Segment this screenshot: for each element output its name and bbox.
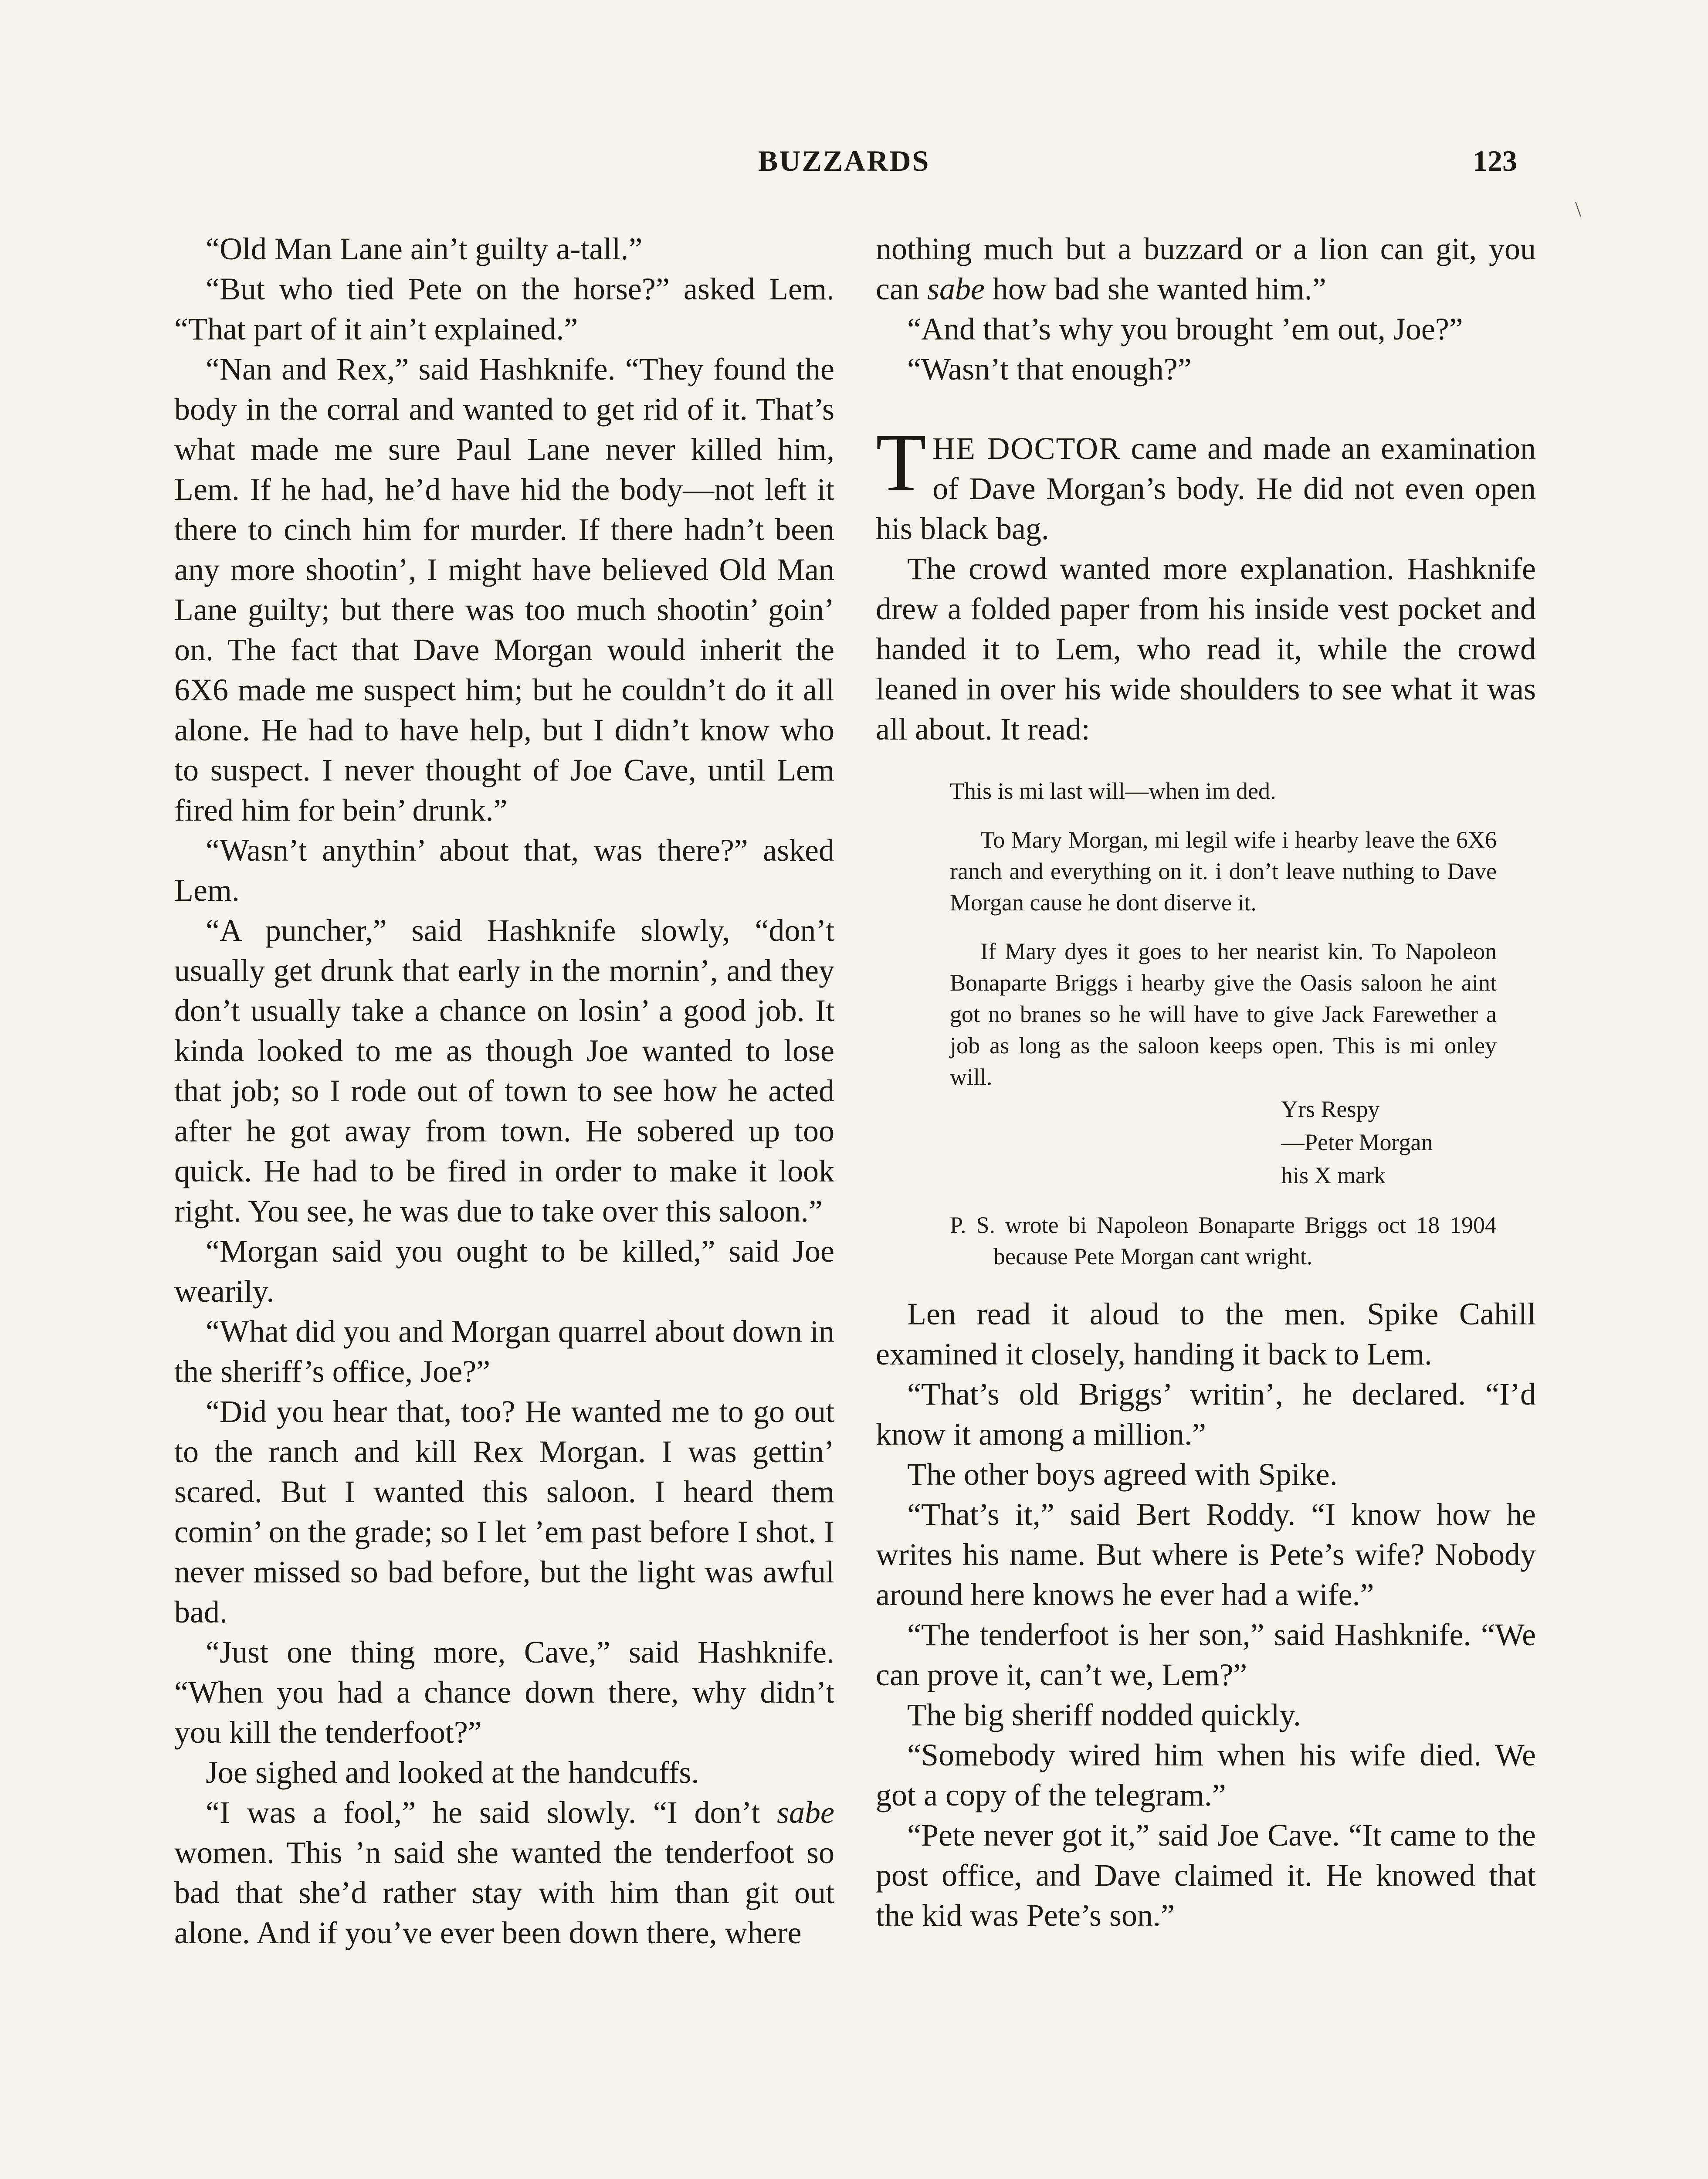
- letter-opening: This is mi last will—when im ded.: [950, 778, 1276, 804]
- right-column: [876, 229, 1536, 1935]
- paragraph: “Old Man Lane ain’t guilty a-tall.”: [206, 231, 643, 266]
- section-opening: [876, 417, 1536, 549]
- letter-paragraph: To Mary Morgan, mi legil wife i hearby leave the 6X6 ranch and everything on it. i don’t leave nuthing to Dave Morgan cause he dont diserve it.: [950, 827, 1497, 916]
- paragraph: [174, 1792, 834, 1953]
- paragraph: “But who tied Pete on the horse?” asked Lem. “That part of it ain’t explained.”: [174, 272, 834, 346]
- page-number: 123: [1473, 144, 1517, 177]
- letter-mark: his X mark: [1281, 1162, 1386, 1188]
- paragraph: “Wasn’t anythin’ about that, was there?” asked Lem.: [174, 833, 834, 908]
- small-caps-lead: HE DOCTOR: [932, 431, 1121, 466]
- stray-mark: \: [1575, 197, 1581, 221]
- letter-postscript: P. S. wrote bi Napoleon Bonaparte Briggs oct 18 1904 because Pete Morgan cant wright.: [950, 1212, 1497, 1269]
- paragraph: “Somebody wired him when his wife died. We got a copy of the telegram.”: [876, 1738, 1536, 1812]
- paragraph: “Morgan said you ought to be killed,” said Joe wearily.: [174, 1234, 834, 1309]
- paragraph: “What did you and Morgan quarrel about down in the sheriff’s office, Joe?”: [174, 1314, 834, 1389]
- paragraph: “Wasn’t that enough?”: [907, 352, 1192, 387]
- drop-cap: T: [876, 417, 927, 509]
- text-run: how bad she wanted him.”: [984, 272, 1326, 306]
- paragraph: “Nan and Rex,” said Hashknife. “They found the body in the corral and wanted to get rid of it. That’s what made me sure Paul Lane never killed him, Lem. If he had, he’d have hid the body—not left it there to cinch him for murder. If there hadn’t been any more shootin’, I might have believed Old Man Lane guilty; but there was too much shootin’ goin’ on. The fact that Dave Morgan would inherit the 6X6 made me suspect him; but he couldn’t do it all alone. He had to have help, but I didn’t know who to suspect. I never thought of Joe Cave, until Lem fired him for bein’ drunk.”: [174, 352, 834, 828]
- paragraph: “And that’s why you brought ’em out, Joe?”: [907, 312, 1463, 346]
- italic-word: sabe: [927, 272, 985, 306]
- paragraph: Len read it aloud to the men. Spike Cahill examined it closely, handing it back to Lem.: [876, 1297, 1536, 1371]
- paragraph: “That’s old Briggs’ writin’, he declared. “I’d know it among a million.”: [876, 1377, 1536, 1452]
- left-column: [174, 229, 834, 1953]
- paragraph: “Did you hear that, too? He wanted me to go out to the ranch and kill Rex Morgan. I was gettin’ scared. But I wanted this saloon. I heard them comin’ on the grade; so I let ’em past before I shot. I never missed so bad before, but the light was awful bad.: [174, 1394, 834, 1629]
- letter-paragraph: If Mary dyes it goes to her nearist kin. To Napoleon Bonaparte Briggs i hearby give the Oasis saloon he aint got no branes so he will have to give Jack Farewether a job as long as the saloon keeps open. This is mi onley will.: [950, 938, 1497, 1090]
- text-run: “I was a fool,” he said slowly. “I don’t: [206, 1795, 777, 1830]
- text-run: women. This ’n said she wanted the tenderfoot so bad that she’d rather stay with him than git out alone. And if you’ve ever been down there, where: [174, 1835, 834, 1950]
- letter-closing: Yrs Respy: [1281, 1096, 1380, 1122]
- running-title: BUZZARDS: [758, 144, 930, 177]
- paragraph: “Pete never got it,” said Joe Cave. “It came to the post office, and Dave claimed it. He knowed that the kid was Pete’s son.”: [876, 1818, 1536, 1933]
- paragraph: The big sheriff nodded quickly.: [907, 1697, 1301, 1732]
- paragraph: “A puncher,” said Hashknife slowly, “don’t usually get drunk that early in the mornin’, and they don’t usually take a chance on losin’ a good job. It kinda looked to me as though Joe wanted to lose that job; so I rode out of town to see how he acted after he got away from town. He sobered up too quick. He had to be fired in order to make it look right. You see, he was due to take over this saloon.”: [174, 913, 834, 1229]
- will-letter: [950, 775, 1497, 1272]
- text-run: nothing much but a buzzard or a lion can git, you can: [876, 231, 1536, 306]
- continued-paragraph: [876, 229, 1536, 309]
- paragraph: “Just one thing more, Cave,” said Hashknife. “When you had a chance down there, why didn’t you kill the tenderfoot?”: [174, 1635, 834, 1750]
- italic-word: sabe: [777, 1795, 834, 1830]
- page-header: [0, 144, 1708, 192]
- letter-signature: —Peter Morgan: [1281, 1129, 1433, 1155]
- paragraph: The crowd wanted more explanation. Hashknife drew a folded paper from his inside vest pocket and handed it to Lem, who read it, while the crowd leaned in over his wide shoulders to see what it was all about. It read:: [876, 551, 1536, 747]
- paragraph: Joe sighed and looked at the handcuffs.: [206, 1755, 699, 1790]
- paragraph: The other boys agreed with Spike.: [907, 1457, 1338, 1492]
- paragraph: “The tenderfoot is her son,” said Hashknife. “We can prove it, can’t we, Lem?”: [876, 1617, 1536, 1692]
- paragraph: “That’s it,” said Bert Roddy. “I know how he writes his name. But where is Pete’s wife? Nobody around here knows he ever had a wife.”: [876, 1497, 1536, 1612]
- text-run: came and made an examination of Dave Morgan’s body. He did not even open his black bag.: [876, 431, 1536, 546]
